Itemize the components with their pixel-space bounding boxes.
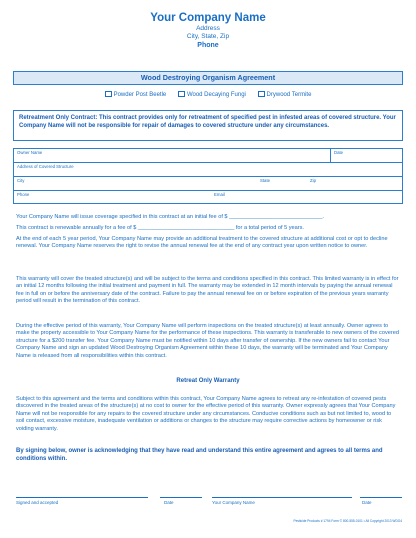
company-signature-label: Your Company Name (212, 500, 255, 505)
pest-checkboxes (0, 91, 416, 98)
date-line-company[interactable] (360, 497, 402, 498)
date-label: Date (334, 150, 344, 155)
agreement-title: Wood Destroying Organism Agreement (13, 71, 403, 85)
checkbox-wood-decaying-fungi[interactable] (178, 91, 246, 98)
checkbox-label: Drywood Termite (266, 92, 312, 98)
renewal-terms-text: At the end of each 5 year period, Your Company Name may provide an additional treatment to the covered structure at additional cost or opt to decline renewal. Your Company Name reserves the right to revise the annual renewal fee at the end of any contract year upon written notice to owner. (16, 236, 388, 250)
form-footer: Pesticide Products # 1794 Form © 800-555-0101 • All Copyright 2013 WDO4 (293, 519, 402, 523)
date-line-owner[interactable] (160, 497, 202, 498)
company-city: City, State, Zip (186, 33, 230, 40)
date-label-company: Date (362, 500, 372, 505)
checkbox-box[interactable] (258, 91, 265, 97)
company-address: Address (196, 25, 220, 32)
company-name: Your Company Name (150, 12, 266, 24)
signature-line-owner[interactable] (16, 497, 148, 498)
checkbox-box[interactable] (178, 91, 185, 97)
company-phone: Phone (197, 42, 219, 49)
company-header (0, 12, 416, 50)
owner-info-form (13, 148, 403, 204)
phone-label: Phone (17, 192, 30, 197)
date-label-owner: Date (164, 500, 174, 505)
retreat-warranty-text: Subject to this agreement and the terms and conditions within this contract, Your Company Name agrees to retreat any re-infestation of covered pests discovered in the treated areas of the structure(s) at no cost to owner for the effective period of this warranty. Owner expressly agrees that Your Company Name will not be responsible for any repairs to the covered structure under any circumstances. Conducive conditions such as but not limited to, wood to soil contact, excessive moisture, inadequate ventilation or additions or changes to the structure may require corrective actions by homeowner or risk voiding warranty. (16, 396, 396, 432)
checkbox-drywood-termite[interactable] (258, 91, 312, 98)
checkbox-box[interactable] (105, 91, 112, 97)
inspection-terms-text: During the effective period of this warranty, Your Company Name will perform inspections on the treated structure(s) at least annually. Owner agrees to make the property accessible to Your Company Name for the performance of these inspections. This warranty is transferable to new owners of the covered structure for a $200 transfer fee. Your Company Name must be notified within 10 days after transfer of ownership. If the new owners fail to contact Your Company Name and sign an updated Wood Destroying Organism Agreement within these 10 days, the warranty will be terminated and Your Company Name is released from all responsibilities within this contract. (16, 323, 399, 359)
checkbox-label: Wood Decaying Fungi (186, 92, 246, 98)
coverage-terms-text: This warranty will cover the treated structure(s) and will be subject to the terms and conditions specified in this contract. This limited warranty is in effect for an initial 12 months following the initial treatment and payment in full. The warranty may be extended in 12 month intervals by paying the annual renewal fee in full on or before the anniversary date of the contract. Failure to pay the annual renewal fee on or before expiration of the previous years warranty period will result in the termination of this contract. (16, 276, 399, 305)
state-label: State (260, 178, 271, 183)
form-row-address[interactable] (14, 163, 402, 177)
signed-accepted-label: Signed and accepted (16, 500, 59, 505)
renewal-fee-text: This contract is renewable annually for a fee of $ _______________________________ for a total period of 5 years. (16, 225, 304, 231)
initial-fee-text: Your Company Name will issue coverage specified in this contract at an initial fee of $ ______________________________. (16, 214, 324, 220)
retreatment-note: Retreatment Only Contract: This contract provides only for retreatment of specified pest in infested areas of covered structure. Your Company Name will not be responsible for repair of damages to covered structure under any circumstances. (13, 110, 403, 141)
checkbox-powder-post-beetle[interactable] (105, 91, 167, 98)
retreat-warranty-heading: Retreat Only Warranty (176, 378, 240, 384)
owner-name-label: Owner Name (17, 150, 43, 155)
form-row-phone[interactable] (14, 191, 402, 205)
form-divider (330, 149, 331, 163)
city-label: City (17, 178, 25, 183)
zip-label: Zip (310, 178, 316, 183)
form-row-city[interactable] (14, 177, 402, 191)
form-row-owner[interactable] (14, 149, 402, 163)
address-label: Address of Covered Structure (17, 164, 74, 169)
acknowledgement-text: By signing below, owner is acknowledging that they have read and understand this entire agreement and agrees to all terms and conditions within. (16, 448, 383, 462)
email-label: Email (214, 192, 225, 197)
signature-line-company[interactable] (212, 497, 352, 498)
checkbox-label: Powder Post Beetle (113, 92, 167, 98)
